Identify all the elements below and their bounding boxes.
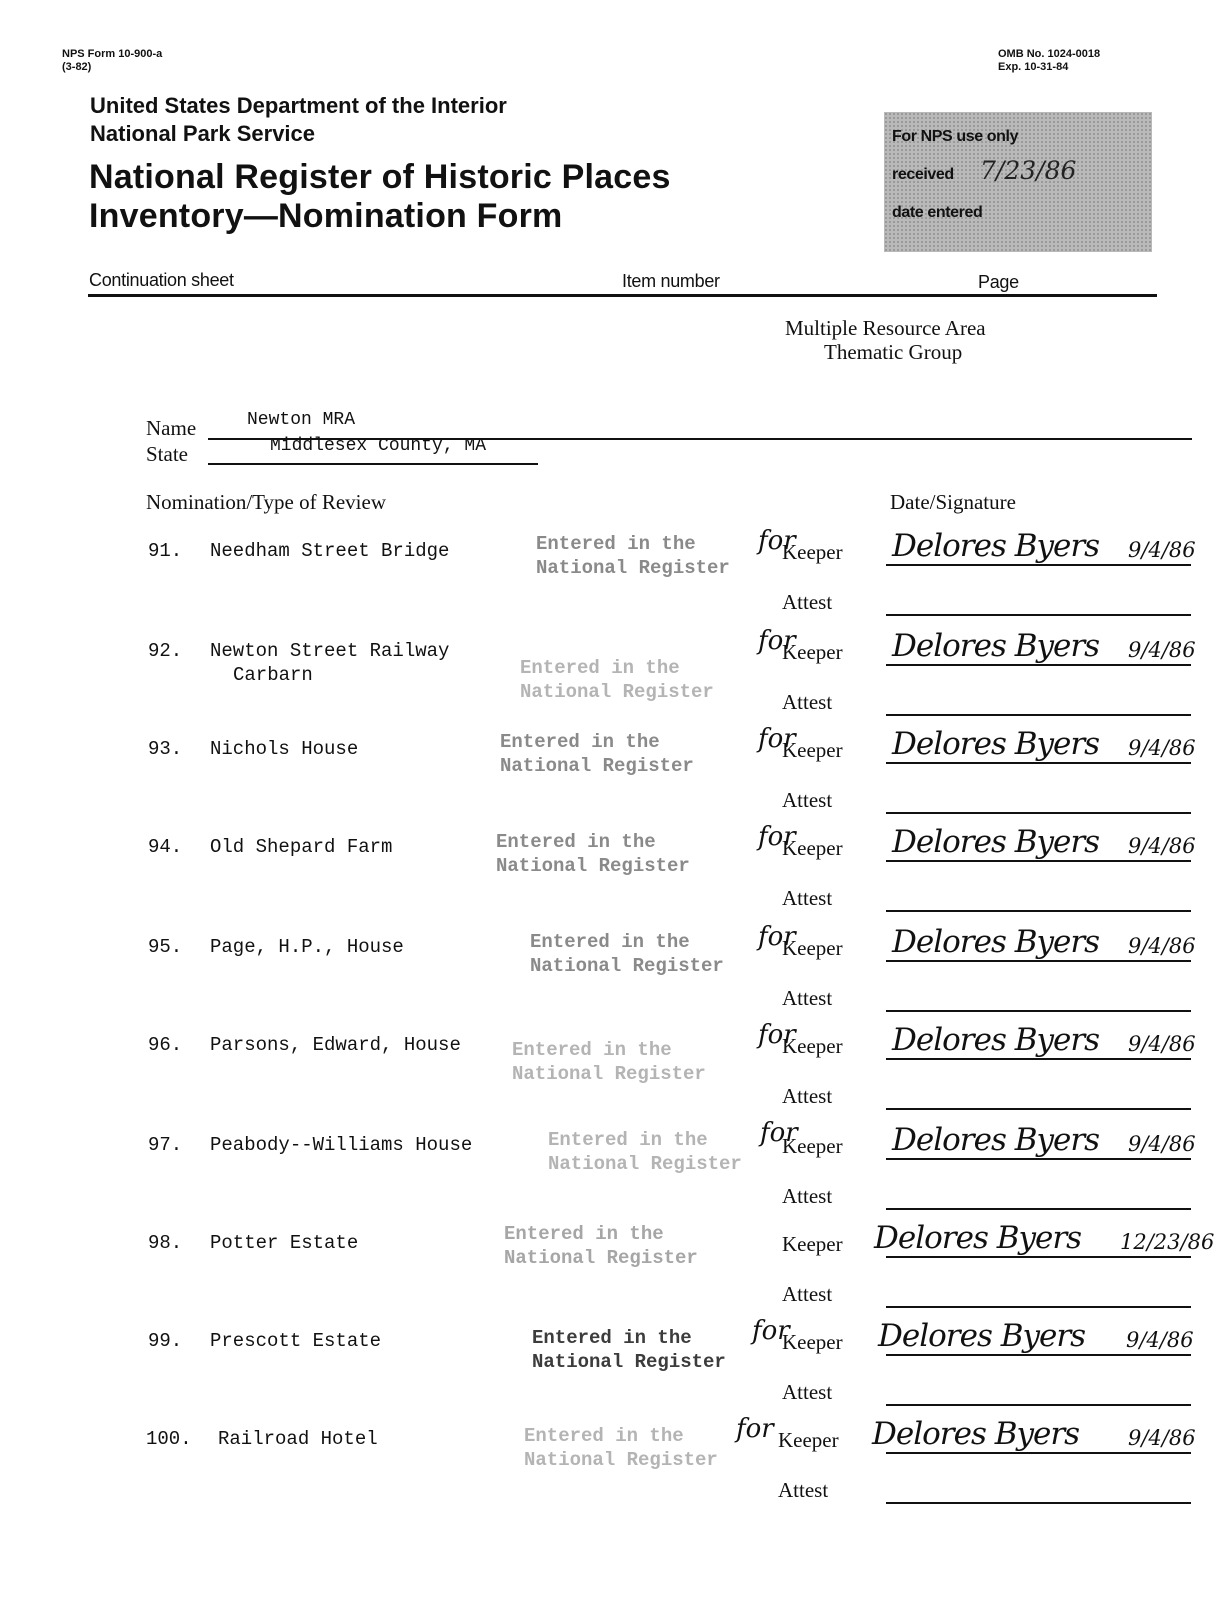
entry-name: Needham Street Bridge — [210, 540, 450, 562]
form-number: NPS Form 10-900-a — [62, 48, 163, 60]
nps-use-only-box — [884, 112, 1152, 252]
attest-sig-line — [886, 1306, 1191, 1308]
attest-sig-line — [886, 1010, 1191, 1012]
register-stamp: Entered in the National Register — [520, 657, 714, 703]
for-mark: for — [758, 922, 796, 952]
date-signature-heading: Date/Signature — [890, 490, 1016, 514]
keeper-signature: Delores Byers — [892, 924, 1100, 960]
for-mark: for — [758, 626, 796, 656]
entry-number: 98. — [148, 1232, 183, 1254]
department-name: United States Department of the Interior — [90, 93, 507, 118]
entry-name: Nichols House — [210, 738, 359, 760]
omb-number: OMB No. 1024-0018 — [998, 48, 1101, 60]
for-mark: for — [758, 526, 796, 556]
state-label: State — [146, 442, 188, 466]
entry-number: 95. — [148, 936, 183, 958]
for-mark: for — [758, 1020, 796, 1050]
for-mark: for — [758, 724, 796, 754]
signature-date: 9/4/86 — [1128, 934, 1196, 958]
signature-date: 9/4/86 — [1128, 736, 1196, 760]
signature-date: 9/4/86 — [1128, 1426, 1196, 1450]
attest-label: Attest — [782, 590, 833, 614]
entry-name: Peabody--Williams House — [210, 1134, 473, 1156]
keeper-signature: Delores Byers — [874, 1220, 1082, 1256]
register-stamp: Entered in the National Register — [548, 1129, 742, 1175]
register-stamp: Entered in the National Register — [532, 1327, 726, 1373]
keeper-signature: Delores Byers — [892, 528, 1100, 564]
attest-sig-line — [886, 614, 1191, 616]
attest-label: Attest — [782, 1084, 833, 1108]
register-stamp: Entered in the National Register — [524, 1425, 718, 1471]
page-label: Page — [978, 272, 1019, 292]
signature-date: 9/4/86 — [1128, 834, 1196, 858]
name-value: Newton MRA — [247, 410, 356, 430]
entry-name-line2: Carbarn — [233, 664, 313, 686]
attest-label: Attest — [782, 1380, 833, 1404]
entry-number: 100. — [146, 1428, 192, 1450]
form-revision: (3-82) — [62, 61, 92, 73]
register-stamp: Entered in the National Register — [496, 831, 690, 877]
date-entered-label: date entered — [892, 204, 983, 221]
attest-label: Attest — [782, 690, 833, 714]
entry-name: Prescott Estate — [210, 1330, 382, 1352]
register-stamp: Entered in the National Register — [536, 533, 730, 579]
keeper-signature: Delores Byers — [892, 628, 1100, 664]
name-label: Name — [146, 416, 197, 440]
for-mark: for — [760, 1118, 798, 1148]
keeper-label: Keeper — [782, 540, 843, 564]
attest-label: Attest — [782, 1282, 833, 1306]
attest-sig-line — [886, 1208, 1191, 1210]
keeper-sig-line — [886, 1058, 1191, 1060]
entry-name: Newton Street Railway — [210, 640, 450, 662]
signature-date: 9/4/86 — [1128, 638, 1196, 662]
nomination-review-heading: Nomination/Type of Review — [146, 490, 386, 514]
keeper-label: Keeper — [782, 1134, 843, 1158]
register-stamp: Entered in the National Register — [530, 931, 724, 977]
keeper-sig-line — [886, 1452, 1191, 1454]
keeper-sig-line — [886, 860, 1191, 862]
keeper-label: Keeper — [778, 1428, 839, 1452]
entry-number: 93. — [148, 738, 183, 760]
keeper-label: Keeper — [782, 1232, 843, 1256]
keeper-sig-line — [886, 1354, 1191, 1356]
attest-sig-line — [886, 714, 1191, 716]
attest-label: Attest — [782, 986, 833, 1010]
received-label: received — [892, 166, 954, 183]
keeper-signature: Delores Byers — [892, 726, 1100, 762]
signature-date: 9/4/86 — [1128, 1132, 1196, 1156]
keeper-label: Keeper — [782, 738, 843, 762]
register-stamp: Entered in the National Register — [500, 731, 694, 777]
attest-sig-line — [886, 1108, 1191, 1110]
attest-label: Attest — [778, 1478, 829, 1502]
keeper-label: Keeper — [782, 836, 843, 860]
for-mark: for — [758, 822, 796, 852]
for-mark: for — [736, 1414, 774, 1444]
keeper-signature: Delores Byers — [872, 1416, 1080, 1452]
signature-date: 9/4/86 — [1126, 1328, 1194, 1352]
nps-box-heading: For NPS use only — [892, 128, 1019, 145]
item-number-label: Item number — [622, 271, 720, 291]
keeper-signature: Delores Byers — [892, 824, 1100, 860]
entry-number: 99. — [148, 1330, 183, 1352]
state-underline — [208, 463, 538, 465]
form-title-line1: National Register of Historic Places — [89, 158, 671, 196]
attest-sig-line — [886, 910, 1191, 912]
keeper-sig-line — [886, 1158, 1191, 1160]
attest-sig-line — [886, 1502, 1191, 1504]
keeper-signature: Delores Byers — [878, 1318, 1086, 1354]
signature-date: 9/4/86 — [1128, 538, 1196, 562]
register-stamp: Entered in the National Register — [504, 1223, 698, 1269]
form-title-line2: Inventory—Nomination Form — [89, 197, 563, 235]
continuation-sheet-label: Continuation sheet — [89, 270, 234, 290]
entry-name: Potter Estate — [210, 1232, 359, 1254]
attest-sig-line — [886, 812, 1191, 814]
entry-name: Old Shepard Farm — [210, 836, 393, 858]
keeper-signature: Delores Byers — [892, 1022, 1100, 1058]
received-date: 7/23/86 — [980, 156, 1077, 185]
keeper-signature: Delores Byers — [892, 1122, 1100, 1158]
header-rule — [88, 294, 1157, 297]
attest-label: Attest — [782, 788, 833, 812]
keeper-sig-line — [886, 762, 1191, 764]
entry-name: Page, H.P., House — [210, 936, 404, 958]
entry-number: 94. — [148, 836, 183, 858]
entry-number: 91. — [148, 540, 183, 562]
service-name: National Park Service — [90, 121, 316, 146]
attest-sig-line — [886, 1404, 1191, 1406]
state-value: Middlesex County, MA — [270, 436, 487, 456]
keeper-sig-line — [886, 960, 1191, 962]
entry-name: Railroad Hotel — [218, 1428, 378, 1450]
keeper-label: Keeper — [782, 640, 843, 664]
attest-label: Attest — [782, 1184, 833, 1208]
thematic-group: Thematic Group — [824, 340, 963, 364]
entry-name: Parsons, Edward, House — [210, 1034, 461, 1056]
signature-date: 12/23/86 — [1120, 1230, 1215, 1254]
entry-number: 92. — [148, 640, 183, 662]
multiple-resource-area: Multiple Resource Area — [785, 316, 986, 340]
for-mark: for — [752, 1316, 790, 1346]
register-stamp: Entered in the National Register — [512, 1039, 706, 1085]
entry-number: 97. — [148, 1134, 183, 1156]
keeper-label: Keeper — [782, 936, 843, 960]
keeper-sig-line — [886, 664, 1191, 666]
entry-number: 96. — [148, 1034, 183, 1056]
keeper-label: Keeper — [782, 1034, 843, 1058]
keeper-label: Keeper — [782, 1330, 843, 1354]
signature-date: 9/4/86 — [1128, 1032, 1196, 1056]
keeper-sig-line — [886, 1256, 1191, 1258]
keeper-sig-line — [886, 564, 1191, 566]
attest-label: Attest — [782, 886, 833, 910]
omb-expiration: Exp. 10-31-84 — [998, 61, 1069, 73]
